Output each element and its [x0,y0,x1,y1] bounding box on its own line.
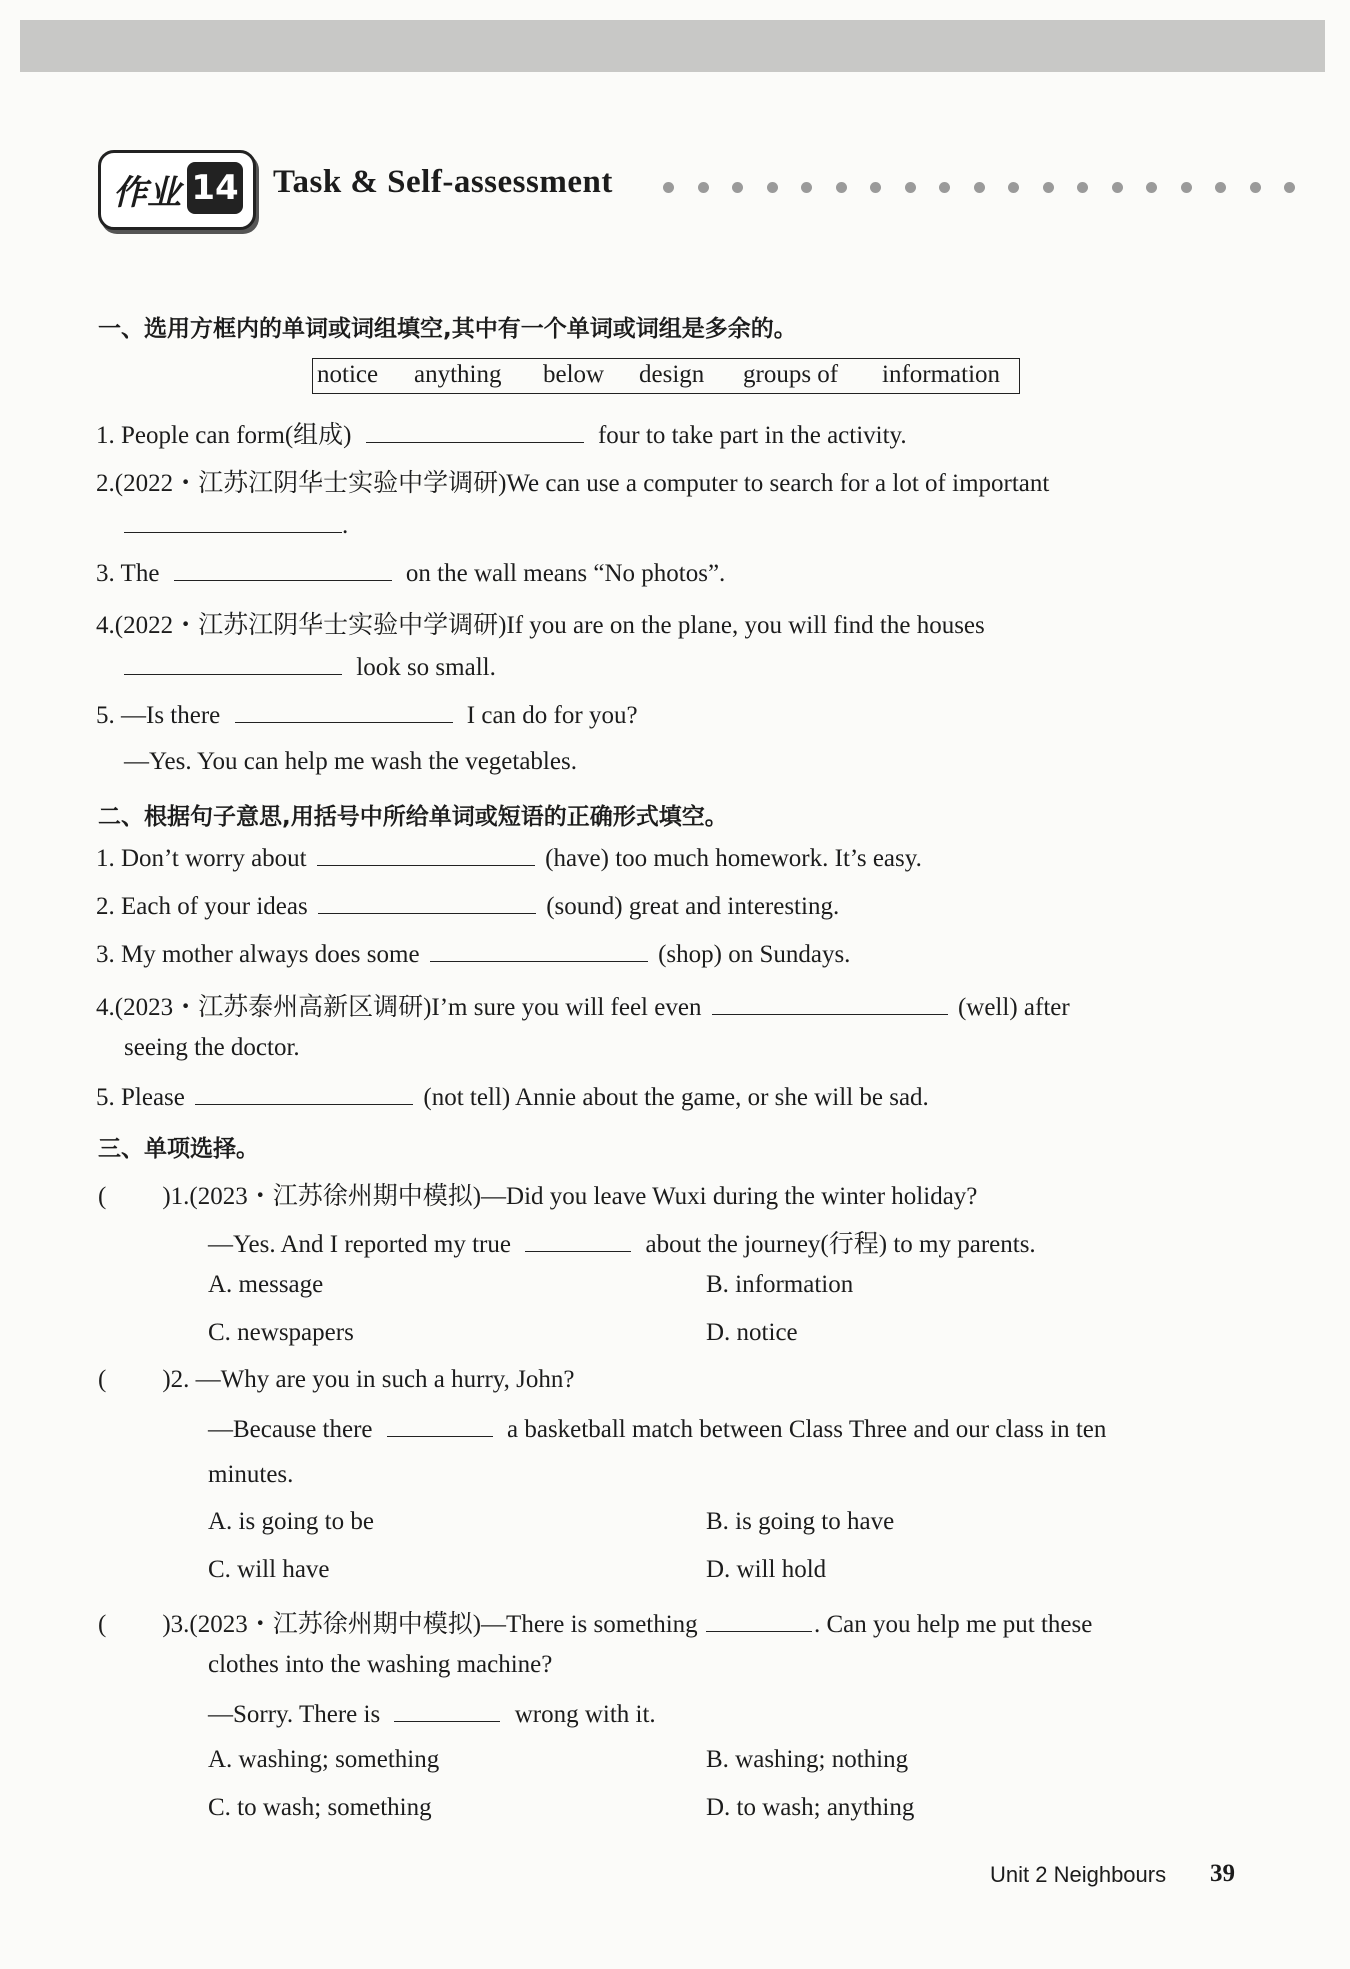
s1-question-2: 2.(2022・江苏江阴华士实验中学调研)We can use a computer to search for a lot of important [96,470,1050,497]
footer-unit: Unit 2 Neighbours [990,1862,1167,1887]
s1-question-4: 4.(2022・江苏江阴华士实验中学调研)If you are on the plane, you will find the houses [96,612,985,639]
answer-blank[interactable] [387,1414,493,1437]
answer-blank[interactable] [235,700,453,723]
answer-paren[interactable]: ( [98,1183,107,1210]
badge-number: 14 [187,162,243,214]
s1-question-5-reply: —Yes. You can help me wash the vegetables. [124,748,577,775]
s2-question-1: 1. Don’t worry about (have) too much homework. It’s easy. [96,845,922,872]
dot-divider [663,180,1323,196]
word-box-item: information [882,361,1001,388]
mc-question-3-cont: clothes into the washing machine? [208,1651,553,1678]
mc-question-2: ( )2. —Why are you in such a hurry, John? [98,1366,575,1393]
page-number: 39 [1210,1860,1235,1887]
s1-question-2-cont: . [124,510,348,540]
s2-question-2: 2. Each of your ideas (sound) great and interesting. [96,893,840,920]
answer-blank[interactable] [174,558,392,581]
mc-option[interactable]: B. washing; nothing [706,1746,909,1773]
homework-badge [98,150,256,230]
mc-question-2-cont: —Because there a basketball match between Class Three and our class in ten [208,1416,1107,1443]
page-title: Task & Self-assessment [273,164,613,200]
s1-question-4-cont: look so small. [124,652,496,682]
mc-question-3: ( )3.(2023・江苏徐州期中模拟)—There is something . Can you help me put these [98,1611,1093,1638]
s1-question-5: 5. —Is there I can do for you? [96,702,638,729]
s1-question-3: 3. The on the wall means “No photos”. [96,560,726,587]
word-box-item: below [543,361,605,388]
answer-blank[interactable] [706,1609,812,1632]
section3-title: 三、单项选择。 [98,1136,259,1162]
mc-option[interactable]: A. is going to be [208,1508,374,1535]
mc-option[interactable]: C. newspapers [208,1319,354,1346]
mc-question-2-cont2: minutes. [208,1461,294,1488]
answer-blank[interactable] [195,1082,413,1105]
word-box [312,358,1020,394]
mc-question-3-reply: —Sorry. There is wrong with it. [208,1701,656,1728]
top-banner [20,20,1325,72]
word-box-item: groups of [743,361,839,388]
s2-question-4: 4.(2023・江苏泰州高新区调研)I’m sure you will feel even (well) after [96,994,1070,1021]
s1-question-1: 1. People can form(组成) four to take part in the activity. [96,422,907,449]
s2-question-5: 5. Please (not tell) Annie about the game, or she will be sad. [96,1084,929,1111]
section1-title: 一、选用方框内的单词或词组填空,其中有一个单词或词组是多余的。 [98,316,797,342]
s2-question-4-cont: seeing the doctor. [124,1034,300,1061]
s2-question-3: 3. My mother always does some (shop) on Sundays. [96,941,851,968]
answer-blank[interactable] [366,420,584,443]
answer-blank[interactable] [318,891,536,914]
mc-option[interactable]: A. washing; something [208,1746,440,1773]
word-box-item: design [639,361,705,388]
answer-paren[interactable]: ( [98,1611,107,1638]
mc-option[interactable]: D. will hold [706,1556,827,1583]
mc-option[interactable]: A. message [208,1271,324,1298]
answer-blank[interactable] [394,1699,500,1722]
answer-blank[interactable] [430,939,648,962]
mc-option[interactable]: C. will have [208,1556,330,1583]
mc-option[interactable]: B. information [706,1271,854,1298]
mc-option[interactable]: D. to wash; anything [706,1794,915,1821]
answer-blank[interactable] [317,843,535,866]
answer-blank[interactable] [525,1229,631,1252]
answer-blank[interactable] [124,510,342,533]
homework-header [98,150,1328,230]
section2-title: 二、根据句子意思,用括号中所给单词或短语的正确形式填空。 [98,804,728,830]
mc-option[interactable]: B. is going to have [706,1508,895,1535]
answer-paren[interactable]: ( [98,1366,107,1393]
answer-blank[interactable] [124,652,342,675]
word-box-item: anything [414,361,502,388]
mc-question-1: ( )1.(2023・江苏徐州期中模拟)—Did you leave Wuxi during the winter holiday? [98,1183,978,1210]
mc-question-1-cont: —Yes. And I reported my true about the journey(行程) to my parents. [208,1231,1036,1258]
mc-option[interactable]: C. to wash; something [208,1794,432,1821]
mc-option[interactable]: D. notice [706,1319,798,1346]
answer-blank[interactable] [712,992,948,1015]
word-box-item: notice [317,361,379,388]
badge-text: 作业 [113,173,181,213]
